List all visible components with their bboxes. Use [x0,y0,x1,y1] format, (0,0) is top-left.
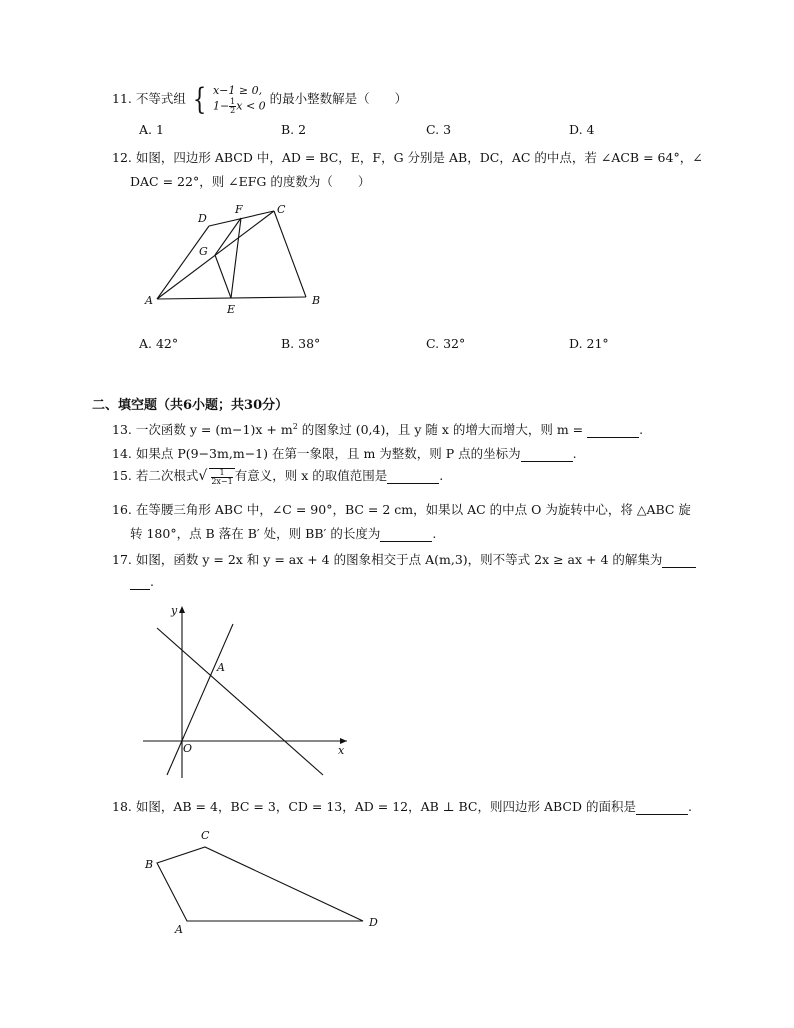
label-D: D [369,916,378,929]
label-O: O [183,742,193,755]
label-B: B [312,294,321,307]
q13-text-a: 一次函数 y = (m−1)x + m [135,422,293,437]
q14-answer-blank[interactable] [521,446,573,462]
q11-option-b: B. 2 [281,122,307,137]
q17-figure [135,600,365,785]
q15: 15. 若二次根式√ $\frac{1}{2x-1}$ 有意义，则 x 的取值范围是 . [112,467,444,486]
q18: 18. 如图，AB = 4，BC = 3，CD = 13，AD = 12，AB ⊥ BC，则四边形 ABCD 的面积是 . [112,799,692,814]
q17-line1: 17. 如图，函数 y = 2x 和 y = ax + 4 的图象相交于点 A(m,3)，则不等式 2x ≥ ax + 4 的解集为 [112,550,696,568]
q11-prefix: 不等式组 [135,91,186,106]
q12-number: 12. [112,150,132,165]
q12-option-a: A. 42° [139,336,179,351]
segment-GE [215,255,231,298]
q15-text-b: 有意义，则 x 的取值范围是 [234,468,388,483]
label-A: A [175,923,183,936]
q16-line2: 转 180°，点 B 落在 B′ 处，则 BB′ 的长度为 . [130,526,437,541]
section-title: 二、填空题（共6小题；共30分） [92,398,289,413]
q11-number: 11. [112,91,132,106]
q14: 14. 如果点 P(9−3m,m−1) 在第一象限，且 m 为整数，则 P 点的坐标为 . [112,446,577,461]
q15-answer-blank[interactable] [387,468,439,484]
label-F: F [235,203,243,216]
q14-text: 如果点 P(9−3m,m−1) 在第一象限，且 m 为整数，则 P 点的坐标为 [135,446,521,461]
q11-option-a: A. 1 [139,122,164,137]
label-C: C [277,203,286,216]
q18-figure [135,825,385,940]
q16-text-1: 在等腰三角形 ABC 中，∠C = 90°，BC = 2 cm，如果以 AC 的中点 O 为旋转中心，将 △ABC 旋 [135,502,691,517]
q16-line1: 16. 在等腰三角形 ABC 中，∠C = 90°，BC = 2 cm，如果以 AC 的中点 O 为旋转中心，将 △ABC 旋 [112,502,691,517]
q15-text-a: 若二次根式 [135,468,199,483]
y-axis-arrow [179,606,185,613]
label-A: A [145,294,153,307]
q16-answer-blank[interactable] [380,526,432,542]
q11 [112,81,408,117]
q17-answer-blank-cont[interactable] [130,574,150,590]
q17-text: 如图，函数 y = 2x 和 y = ax + 4 的图象相交于点 A(m,3)，则不等式 2x ≥ ax + 4 的解集为 [135,552,663,567]
label-A: A [217,661,225,674]
q12-figure [140,200,340,320]
q11-option-c: C. 3 [426,122,452,137]
q13-answer-blank[interactable] [587,422,639,438]
q12-line2: DAC = 22°，则 ∠EFG 的度数为（ ） [130,174,371,189]
label-D: D [198,212,207,225]
q15-sqrt: $\frac{1}{2x-1}$ [211,467,233,486]
q11-inequality-system: { x−1 ≥ 0, 1− $\frac{1}{2}$ x < 0 [192,81,266,117]
q18-text: 如图，AB = 4，BC = 3，CD = 13，AD = 12，AB ⊥ BC，则四边形 ABCD 的面积是 [135,799,636,814]
q11-ineq-line1: x−1 ≥ 0, [212,84,263,97]
q13: 13. 一次函数 $y = (m-1)x + m^2$ 的图象过 (0,4)，且 y 随 x 的增大而增大，则 m = . [112,421,644,437]
segment-CB [274,211,306,297]
q12-line1 [112,148,703,166]
q18-answer-blank[interactable] [636,799,688,815]
q11-suffix: 的最小整数解是（ ） [269,91,408,106]
label-E: E [227,303,236,316]
q12-option-b: B. 38° [281,336,321,351]
q12-option-c: C. 32° [426,336,466,351]
label-B: B [145,858,154,871]
label-x: x [338,744,345,757]
label-y: y [171,604,178,617]
q12-text-1: 如图，四边形 ABCD 中，AD = BC，E，F，G 分别是 AB，DC，AC 的中点，若 ∠ACB = 64°，∠ [135,150,703,165]
q17-line2: . [130,574,154,590]
quadrilateral-ABCD [157,847,363,921]
q17-answer-blank[interactable] [662,552,696,568]
label-C: C [201,829,210,842]
segment-AD [157,226,209,299]
q13-text-b: 的图象过 (0,4)，且 y 随 x 的增大而增大，则 m = [297,422,588,437]
line-y-2x [167,624,233,775]
q11-option-d: D. 4 [569,122,595,137]
q12-option-d: D. 21° [569,336,609,351]
label-G: G [199,245,208,258]
